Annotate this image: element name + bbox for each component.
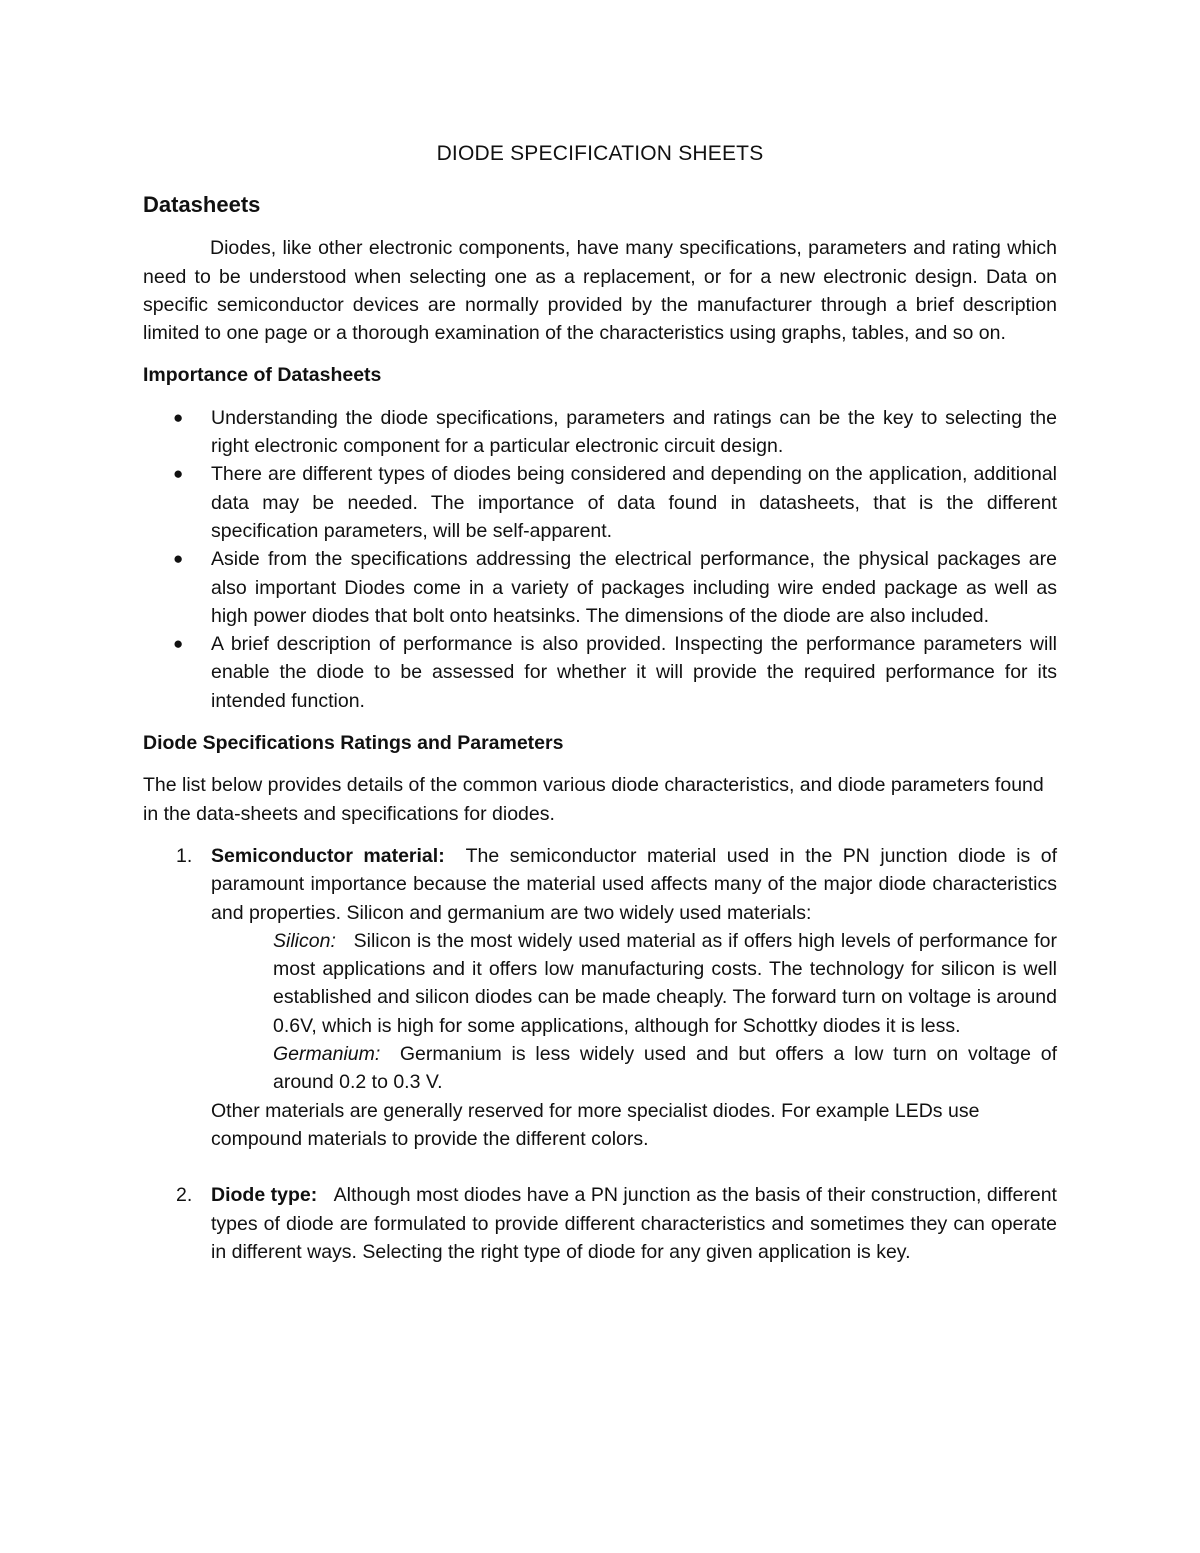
list-item-semiconductor-material xyxy=(143,842,1057,1153)
list-item xyxy=(143,630,1057,715)
sub-item-label: Silicon: xyxy=(273,929,336,952)
item-text: The semiconductor material used in the PN junction diode is of paramount importance because the material used affects many of the major diode characteristics and properties. Silicon and germanium are two widely used materials: xyxy=(211,844,1058,924)
bullet-dot-icon: ● xyxy=(173,634,184,654)
bullet-text: Understanding the diode specifications, parameters and ratings can be the key to selecting the right electronic component for a particular electronic circuit design. xyxy=(211,406,1057,458)
ratings-intro: The list below provides details of the common various diode characteristics, and diode parameters found in the data-sheets and specifications for diodes. xyxy=(143,774,1044,825)
datasheets-heading: Datasheets xyxy=(143,192,261,218)
bullet-text: Aside from the specifications addressing the electrical performance, the physical packages are also important Diodes come in a variety of packages including wire ended package as well as high power diodes that bolt onto heatsinks. The dimensions of the diode are also included. xyxy=(211,548,1057,627)
bullet-dot-icon: ● xyxy=(173,464,184,484)
item-body xyxy=(211,842,1057,927)
sub-item-label: Germanium: xyxy=(273,1043,381,1066)
item-number: 2. xyxy=(176,1184,193,1207)
document-content xyxy=(143,140,1057,1266)
bullet-text: A brief description of performance is also provided. Inspecting the performance parameters will enable the diode to be assessed for whether it will provide the required performance for its intended function. xyxy=(211,633,1057,712)
list-item xyxy=(143,545,1057,630)
sub-item-text: Silicon is the most widely used material as if offers high levels of performance for most applications and it offers low manufacturing costs. The technology for silicon is well established and silicon diodes can be made cheaply. The forward turn on voltage is around 0.6V, which is high for some applications, although for Schottky diodes it is less. xyxy=(273,929,1057,1037)
bullet-dot-icon: ● xyxy=(173,549,184,569)
sub-item-germanium xyxy=(211,1040,1057,1097)
item-number: 1. xyxy=(176,844,193,867)
list-item xyxy=(143,460,1057,545)
ratings-heading: Diode Specifications Ratings and Parameters xyxy=(143,732,564,755)
list-item xyxy=(143,404,1057,461)
item-label: Diode type: xyxy=(211,1184,318,1207)
sub-item-silicon xyxy=(211,927,1057,1040)
importance-list xyxy=(143,404,1057,715)
item-label: Semiconductor material: xyxy=(211,844,445,867)
document-title: DIODE SPECIFICATION SHEETS xyxy=(436,142,764,165)
importance-heading: Importance of Datasheets xyxy=(143,364,382,387)
item-text: Although most diodes have a PN junction as the basis of their construction, different types of diode are formulated to provide different characteristics and sometimes they can operate in different ways. Selecting the right type of diode for any given application is key. xyxy=(211,1184,1057,1263)
list-item-diode-type xyxy=(143,1181,1057,1266)
bullet-text: There are different types of diodes being considered and depending on the application, additional data may be needed. The importance of data found in datasheets, that is the different specification parameters, will be self-apparent. xyxy=(211,463,1057,542)
item-body xyxy=(211,1181,1057,1266)
item-note: Other materials are generally reserved for more specialist diodes. For example LEDs use compound materials to provide the different colors. xyxy=(211,1099,980,1150)
bullet-dot-icon: ● xyxy=(173,407,184,427)
datasheets-paragraph: Diodes, like other electronic components, have many specifications, parameters and rating which need to be understood when selecting one as a replacement, or for a new electronic design. Data on specific semiconductor devices are normally provided by the manufacturer through a brief description limited to one page or a thorough examination of the characteristics using graphs, tables, and so on. xyxy=(143,237,1057,345)
sub-item-text: Germanium is less widely used and but offers a low turn on voltage of around 0.2 to 0.3 V. xyxy=(273,1043,1057,1094)
ratings-list xyxy=(143,842,1057,1266)
